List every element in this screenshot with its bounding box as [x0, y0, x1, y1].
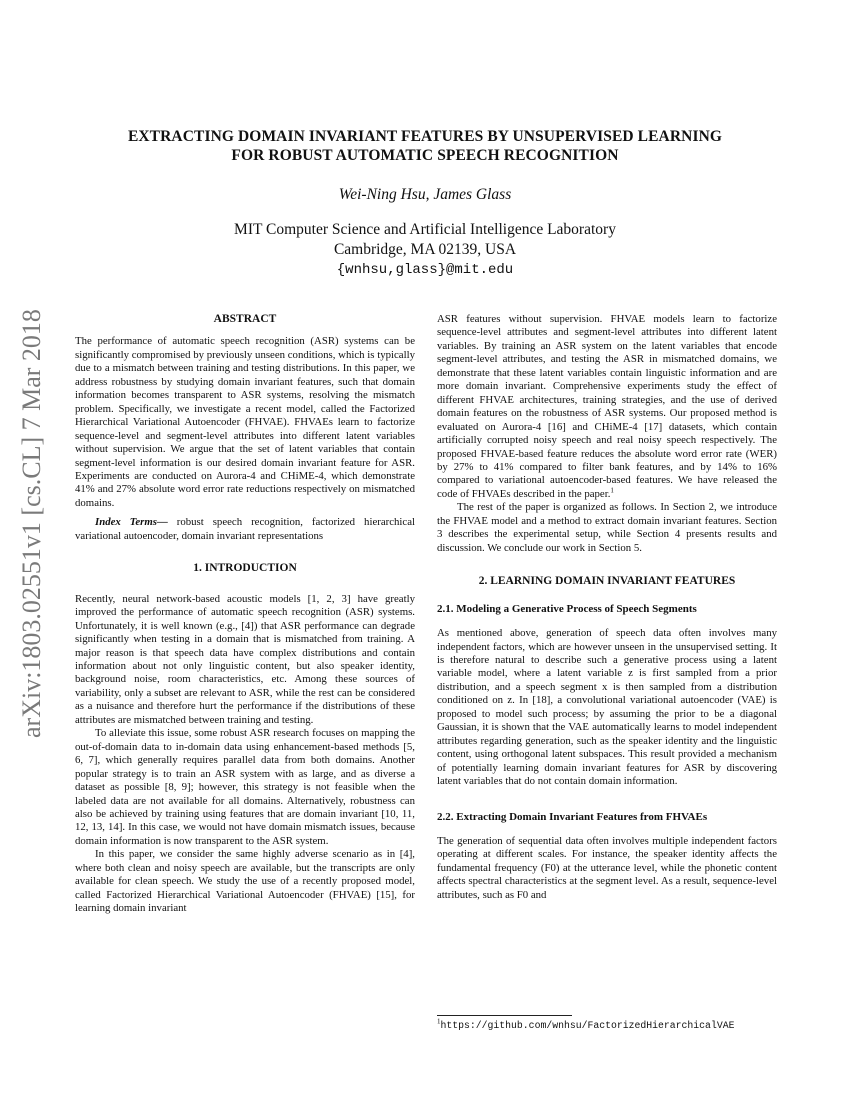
footnote-divider [437, 1015, 572, 1016]
intro-paragraph-3: In this paper, we consider the same highly adverse scenario as in [4], where both clean and noisy speech are available, but the transcripts are only available for clean speech. We study the use of a recently proposed model, called Factorized Hierarchical Variational Autoencoder (FHVAE) [15], for learning domain invariant [75, 848, 415, 915]
affiliation-institution: MIT Computer Science and Artificial Intelligence Laboratory [234, 221, 616, 238]
footnote-url[interactable]: https://github.com/wnhsu/FactorizedHierarchicalVAE [440, 1020, 735, 1031]
index-terms-text: robust speech recognition, factorized hierarchical variational autoencoder, domain invariant representations [75, 516, 415, 542]
right-column [437, 313, 777, 902]
author-list: Wei-Ning Hsu, James Glass [338, 186, 512, 203]
section-2-heading: 2. LEARNING DOMAIN INVARIANT FEATURES [478, 575, 736, 588]
abstract-text: The performance of automatic speech recognition (ASR) systems can be significantly compromised by previously unseen conditions, which is typically due to a mismatch between training and testing distributions. In this paper, we address robustness by studying domain invariant features, such that domain information becomes transparent to ASR systems, resolving the mismatch problem. Specifically, we investigate a recent model, called the Factorized Hierarchical Variational Autoencoder (FHVAE). FHVAEs learn to factorize sequence-level and segment-level attributes into different latent variables without supervision. We argue that the set of latent variables that contain segment-level information is our desired domain invariant feature for ASR. Experiments are conducted on Aurora-4 and CHiME-4, which demonstrate 41% and 27% absolute word error rate reductions respectively on mismatched domains. [75, 335, 415, 509]
intro-paragraph-4 [437, 313, 777, 501]
footnote [437, 1017, 735, 1031]
arxiv-identifier-text: arXiv:1803.02551v1 [cs.CL] 7 Mar 2018 [17, 309, 46, 738]
intro-paragraph-1: Recently, neural network-based acoustic models [1, 2, 3] have greatly improved the performance of automatic speech recognition (ASR) systems. Unfortunately, it is well known (e.g., [4]) that ASR performance can degrade significantly when testing in a domain that is mismatched from training. A major reason is that speech data have complex distributions and contain information about not only linguistic content, but also speaker identity, background noise, room characteristics, etc. Among these sources of variability, only a subset are relevant to ASR, while the rest can be considered as a nuisance and therefore hurt the performance if the distributions of these attributes are mismatched between training and testing. [75, 592, 415, 726]
subsection-2-1-heading: 2.1. Modeling a Generative Process of Speech Segments [437, 602, 697, 615]
subsection-2-2-heading: 2.2. Extracting Domain Invariant Features from FHVAEs [437, 810, 708, 823]
title-line-1: EXTRACTING DOMAIN INVARIANT FEATURES BY UNSUPERVISED LEARNING [127, 128, 723, 145]
title-line-2: FOR ROBUST AUTOMATIC SPEECH RECOGNITION [231, 147, 619, 164]
index-terms [75, 516, 415, 543]
paper-title [60, 127, 790, 165]
intro-paragraph-4-text: ASR features without supervision. FHVAE models learn to factorize sequence-level attributes and segment-level attributes into different latent variables. By training an ASR system on the latent variables that encode segment-level attributes, and testing the ASR in mismatched domains, we demonstrate that these latent variables contain linguistic information and are more domain invariant. Comprehensive experiments study the effect of different FHVAE architectures, training strategies, and the use of derived domain features on the robustness of ASR systems. Our proposed method is evaluated on Aurora-4 [16] and CHiME-4 [17] datasets, which contain artificially corrupted noisy speech and real noisy speech respectively. The proposed FHVAE-based feature reduces the absolute word error rate (WER) by 27% to 41% compared to filter bank features, and by 14% to 16% compared to variational autoencoder-based features. We have released the code of FHVAEs described in the paper. [437, 313, 777, 500]
subsection-2-1-text: As mentioned above, generation of speech data often involves many independent factors, which are however unseen in the unsupervised setting. It is therefore natural to describe such a generative process using a latent variable model, where a latent variable z is first sampled from a prior distribution, and a speech segment x is then sampled from a distribution conditioned on z. In [18], a convolutional variational autoencoder (VAE) is proposed to model such process; by assuming the prior to be a diagonal Gaussian, it is shown that the VAE automatically learns to model independent attributes regarding generation, such as the speaker identity and the linguistic content, using orthogonal latent subspaces. This result provided a mechanism of potentially learning domain invariant features for ASR by discovering latent variables that do not contain domain information. [437, 627, 777, 788]
footnote-number: 1 [437, 1017, 441, 1026]
intro-paragraph-2: To alleviate this issue, some robust ASR research focuses on mapping the out-of-domain data to in-domain data using enhancement-based methods [5, 6, 7], which generally requires parallel data from both domains. Another popular strategy is to train an ASR system with as large, and as diverse a dataset as possible [8, 9]; however, this strategy is not feasible when the labeled data are not available for all domains. Alternatively, robustness can also be achieved by training using features that are domain invariant [10, 11, 12, 13, 14]. In this case, we would not have domain mismatch issues, because domain information is now transparent to the ASR system. [75, 727, 415, 847]
author-email: {wnhsu,glass}@mit.edu [336, 262, 514, 278]
footnote-marker: 1 [610, 486, 614, 495]
index-terms-label: Index Terms— [95, 516, 168, 529]
introduction-heading: 1. INTRODUCTION [193, 562, 297, 575]
abstract-heading: ABSTRACT [213, 313, 277, 325]
affiliation-block [60, 220, 790, 280]
arxiv-identifier-stamp [4, 270, 54, 740]
left-column [75, 313, 415, 916]
affiliation-address: Cambridge, MA 02139, USA [333, 241, 517, 258]
intro-paragraph-5: The rest of the paper is organized as follows. In Section 2, we introduce the FHVAE model and a method to extract domain invariant features. Section 3 describes the experimental setup, while Section 4 presents results and discussion. We conclude our work in Section 5. [437, 501, 777, 554]
subsection-2-2-text: The generation of sequential data often involves multiple independent factors operating at different scales. For instance, the speaker identity affects the fundamental frequency (F0) at the utterance level, while the phonetic content affects spectral characteristics at the segment level. As a result, sequence-level attributes, such as F0 and [437, 834, 777, 901]
